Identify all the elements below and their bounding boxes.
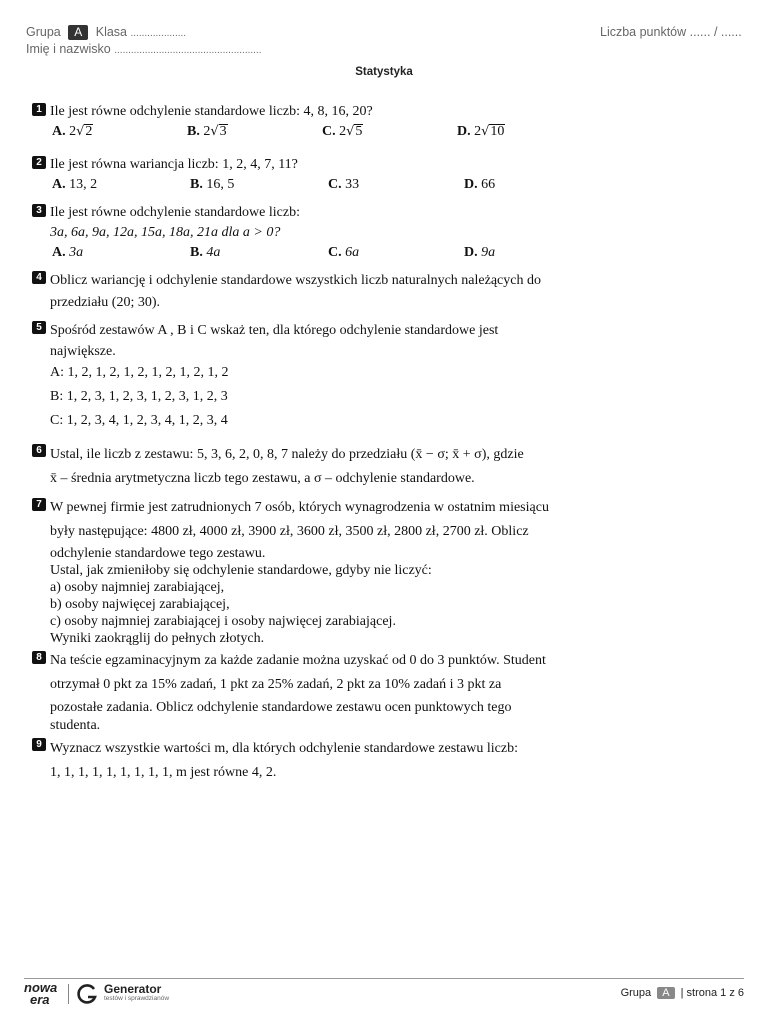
answer-options bbox=[52, 175, 577, 195]
question-number: 3 bbox=[32, 204, 46, 217]
question-text: odchylenie standardowe tego zestawu. bbox=[50, 546, 266, 561]
question-text: b) osoby najwięcej zarabiającej, bbox=[50, 597, 230, 612]
header-name bbox=[26, 42, 262, 56]
header-group-class bbox=[26, 25, 186, 40]
question-number: 2 bbox=[32, 156, 46, 169]
page-title: Statystyka bbox=[355, 66, 413, 78]
question-text: Spośród zestawów A , B i C wskaż ten, dla którego odchylenie standardowe jest bbox=[50, 323, 499, 338]
set-c: C: 1, 2, 3, 4, 1, 2, 3, 4, 1, 2, 3, 4 bbox=[50, 413, 228, 428]
question-text: pozostałe zadania. Oblicz odchylenie standardowe zestawu ocen punktowych tego bbox=[50, 700, 512, 715]
question-number: 9 bbox=[32, 738, 46, 751]
footer-group-label: Grupa bbox=[620, 987, 652, 999]
question-number: 7 bbox=[32, 498, 46, 511]
footer-group-badge: A bbox=[657, 987, 674, 999]
question-text: 3a, 6a, 9a, 12a, 15a, 18a, 21a dla a > 0? bbox=[50, 225, 281, 240]
generator-logo-icon bbox=[76, 983, 98, 1005]
question-8 bbox=[32, 650, 577, 733]
question-5 bbox=[32, 320, 577, 431]
question-text: przedziału (20; 30). bbox=[50, 295, 161, 310]
footer-divider bbox=[24, 978, 744, 979]
nowa-era-logo: nowa era bbox=[24, 980, 58, 1007]
question-7 bbox=[32, 497, 577, 647]
class-label: Klasa bbox=[95, 25, 128, 39]
question-text: największe. bbox=[50, 344, 116, 359]
question-text: otrzymał 0 pkt za 15% zadań, 1 pkt za 25% zadań, 2 pkt za 10% zadań i 3 pkt za bbox=[50, 677, 502, 692]
question-text: Ustal, jak zmieniłoby się odchylenie standardowe, gdyby nie liczyć: bbox=[50, 563, 432, 578]
question-text: Na teście egzaminacyjnym za każde zadanie można uzyskać od 0 do 3 punktów. Student bbox=[50, 653, 546, 668]
option-b[interactable]: B. 16, 5 bbox=[190, 177, 235, 192]
question-text: W pewnej firmie jest zatrudnionych 7 osób, których wynagrodzenia w ostatnim miesiącu bbox=[50, 500, 549, 515]
option-d[interactable]: D. 2√10 bbox=[457, 124, 505, 139]
answer-options bbox=[52, 122, 577, 142]
question-6 bbox=[32, 443, 577, 491]
question-text: Ile jest równe odchylenie standardowe liczb: bbox=[50, 205, 300, 220]
option-a[interactable]: A. 2√2 bbox=[52, 124, 93, 139]
question-number: 5 bbox=[32, 321, 46, 334]
option-a[interactable]: A. 13, 2 bbox=[52, 177, 98, 192]
points-label: Liczba punktów ...... / ...... bbox=[600, 25, 742, 39]
question-text: Oblicz wariancję i odchylenie standardowe wszystkich liczb naturalnych należących do bbox=[50, 273, 541, 288]
class-dots: .................... bbox=[130, 28, 187, 39]
option-b[interactable]: B. 2√3 bbox=[187, 124, 227, 139]
question-text: Ile jest równe odchylenie standardowe liczb: 4, 8, 16, 20? bbox=[50, 104, 373, 119]
set-a: A: 1, 2, 1, 2, 1, 2, 1, 2, 1, 2, 1, 2 bbox=[50, 365, 229, 380]
question-1 bbox=[32, 102, 577, 142]
question-4 bbox=[32, 270, 577, 314]
option-d[interactable]: D. 9a bbox=[464, 245, 496, 260]
question-text: 1, 1, 1, 1, 1, 1, 1, 1, 1, m jest równe 4, 2. bbox=[50, 765, 277, 780]
question-text: Ile jest równa wariancja liczb: 1, 2, 4, 7, 11? bbox=[50, 157, 298, 172]
question-text: Ustal, ile liczb z zestawu: 5, 3, 6, 2, 0, 8, 7 należy do przedziału (x̄ − σ; x̄ + σ), gdzie bbox=[50, 447, 524, 462]
option-d[interactable]: D. 66 bbox=[464, 177, 496, 192]
set-b: B: 1, 2, 3, 1, 2, 3, 1, 2, 3, 1, 2, 3 bbox=[50, 389, 228, 404]
question-number: 8 bbox=[32, 651, 46, 664]
question-text: studenta. bbox=[50, 718, 101, 733]
question-text: Wyniki zaokrąglij do pełnych złotych. bbox=[50, 631, 265, 646]
generator-title: Generator bbox=[104, 982, 162, 996]
question-text: Wyznacz wszystkie wartości m, dla których odchylenie standardowe zestawu liczb: bbox=[50, 741, 518, 756]
answer-options bbox=[52, 243, 577, 263]
question-text: x̄ – średnia arytmetyczna liczb tego zestawu, a σ – odchylenie standardowe. bbox=[50, 471, 475, 486]
question-text: były następujące: 4800 zł, 4000 zł, 3900 zł, 3600 zł, 3500 zł, 2800 zł, 2700 zł. Oblicz bbox=[50, 524, 529, 539]
question-text: a) osoby najmniej zarabiającej, bbox=[50, 580, 225, 595]
question-2 bbox=[32, 155, 577, 195]
name-label: Imię i nazwisko bbox=[26, 42, 111, 56]
question-number: 1 bbox=[32, 103, 46, 116]
option-c[interactable]: C. 6a bbox=[328, 245, 360, 260]
group-badge: A bbox=[68, 25, 88, 40]
footer-page-info bbox=[621, 987, 744, 999]
option-a[interactable]: A. 3a bbox=[52, 245, 84, 260]
option-b[interactable]: B. 4a bbox=[190, 245, 221, 260]
generator-subtitle: testów i sprawdzianów bbox=[104, 995, 170, 1002]
question-text: c) osoby najmniej zarabiającej i osoby najwięcej zarabiającej. bbox=[50, 614, 396, 629]
option-c[interactable]: C. 2√5 bbox=[322, 124, 363, 139]
group-label: Grupa bbox=[26, 25, 61, 39]
question-number: 6 bbox=[32, 444, 46, 457]
name-dots: ..................................................... bbox=[114, 45, 262, 56]
question-3 bbox=[32, 203, 577, 263]
question-9 bbox=[32, 737, 577, 785]
question-number: 4 bbox=[32, 271, 46, 284]
option-c[interactable]: C. 33 bbox=[328, 177, 360, 192]
footer-separator bbox=[68, 984, 69, 1004]
page-number: | strona 1 z 6 bbox=[680, 987, 744, 999]
